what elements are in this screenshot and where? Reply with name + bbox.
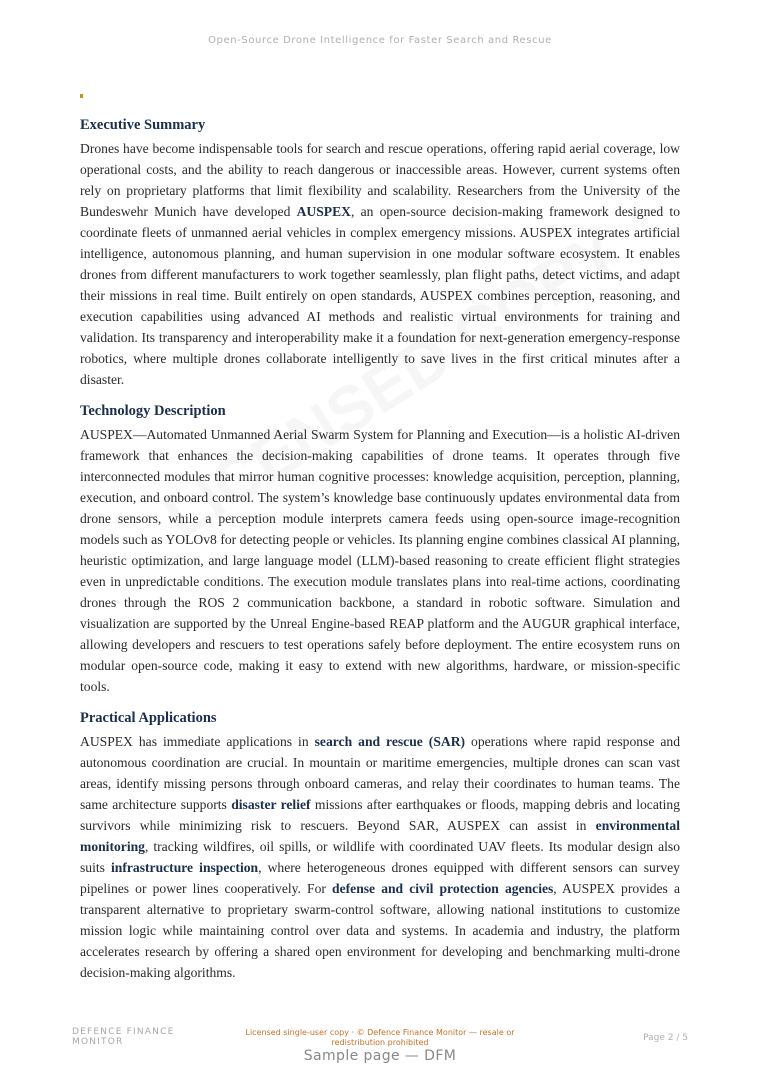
text-run: AUSPEX has immediate applications in bbox=[80, 734, 315, 749]
auspex-highlight: AUSPEX bbox=[296, 204, 351, 219]
environmental-monitoring-highlight: environmental monitoring bbox=[80, 818, 680, 854]
accent-mark bbox=[80, 94, 83, 98]
executive-summary-paragraph bbox=[80, 138, 680, 390]
sample-label: Sample page — DFM bbox=[303, 1048, 457, 1064]
text-run: , an open-source decision-making framework designed to coordinate fleets of unmanned aerial vehicles in complex emergency missions. AUSPEX integrates artificial intelligence, autonomous planning, and human supervision in one modular software ecosystem. It enables drones from different manufacturers to work together seamlessly, plan flight paths, detect victims, and adapt their missions in real time. Built entirely on open standards, AUSPEX combines perception, reasoning, and execution capabilities using advanced AI methods and realistic virtual environments for training and validation. Its transparency and interoperability make it a foundation for next-generation emergency-response robotics, where multiple drones collaborate intelligently to save lives in the first critical minutes after a disaster. bbox=[80, 204, 680, 387]
sar-highlight: search and rescue (SAR) bbox=[314, 734, 466, 749]
applications-paragraph bbox=[80, 731, 680, 983]
license-notice: Licensed single-user copy · © Defence Finance Monitor — resale or redistribution prohibited bbox=[245, 1028, 515, 1047]
disaster-relief-highlight: disaster relief bbox=[231, 797, 311, 812]
text-run: Drones have become indispensable tools for search and rescue operations, offering rapid aerial coverage, low operational costs, and the ability to reach dangerous or inaccessible areas. However, current systems often rely on proprietary platforms that limit flexibility and scalability. Researchers from the University of the Bundeswehr Munich have developed bbox=[80, 141, 680, 219]
running-header: Open-Source Drone Intelligence for Faster Search and Rescue bbox=[208, 35, 552, 46]
text-run: missions after earthquakes or floods, mapping debris and locating survivors while minimizing risk to rescuers. Beyond SAR, AUSPEX can assist in bbox=[80, 797, 681, 833]
infrastructure-inspection-highlight: infrastructure inspection bbox=[111, 860, 259, 875]
footer-brand-line: DEFENCE FINANCE bbox=[72, 1027, 175, 1037]
text-run: operations where rapid response and autonomous coordination are crucial. In mountain or maritime emergencies, multiple drones can scan vast areas, identify missing persons through onboard cameras, and relay their coordinates to human teams. The same architecture supports bbox=[80, 734, 680, 812]
technology-paragraph: AUSPEX—Automated Unmanned Aerial Swarm System for Planning and Execution—is a holistic AI-driven framework that enhances the decision-making capabilities of drone teams. It operates through five interconnected modules that mirror human cognitive processes: knowledge acquisition, perception, planning, execution, and onboard control. The system’s knowledge base continuously updates environmental data from drone sensors, while a perception module interprets camera feeds using open-source image-recognition models such as YOLOv8 for detecting people or vehicles. Its planning engine combines classical AI planning, heuristic optimization, and large language model (LLM)-based reasoning to create efficient flight strategies even in unpredictable conditions. The execution module translates plans into real-time actions, coordinating drones through the ROS 2 communication backbone, a standard in robotic software. Simulation and visualization are supported by the Unreal Engine-based REAP platform and the AUGUR graphical interface, allowing developers and rescuers to test operations safely before deployment. The entire ecosystem runs on modular open-source code, making it easy to extend with new algorithms, hardware, or mission-specific tools. bbox=[80, 427, 680, 694]
defense-agencies-highlight: defense and civil protection agencies bbox=[332, 881, 554, 896]
executive-summary-heading: Executive Summary bbox=[80, 117, 206, 133]
footer-brand bbox=[72, 1027, 202, 1047]
technology-heading: Technology Description bbox=[80, 403, 226, 419]
text-run: , where heterogeneous drones equipped with different sensors can survey pipelines or power lines cooperatively. For bbox=[80, 860, 680, 896]
footer-brand-line: MONITOR bbox=[72, 1037, 124, 1047]
article-body bbox=[80, 115, 680, 994]
text-run: , tracking wildfires, oil spills, or wildlife with coordinated UAV fleets. Its modular design also suits bbox=[80, 839, 680, 875]
page-number: Page 2 / 5 bbox=[643, 1033, 688, 1043]
text-run: , AUSPEX provides a transparent alternative to proprietary swarm-control software, allowing national institutions to customize mission logic while maintaining control over data and systems. In academia and industry, the platform accelerates research by offering a shared open environment for developing and benchmarking multi-drone decision-making algorithms. bbox=[80, 881, 680, 980]
applications-heading: Practical Applications bbox=[80, 710, 217, 726]
